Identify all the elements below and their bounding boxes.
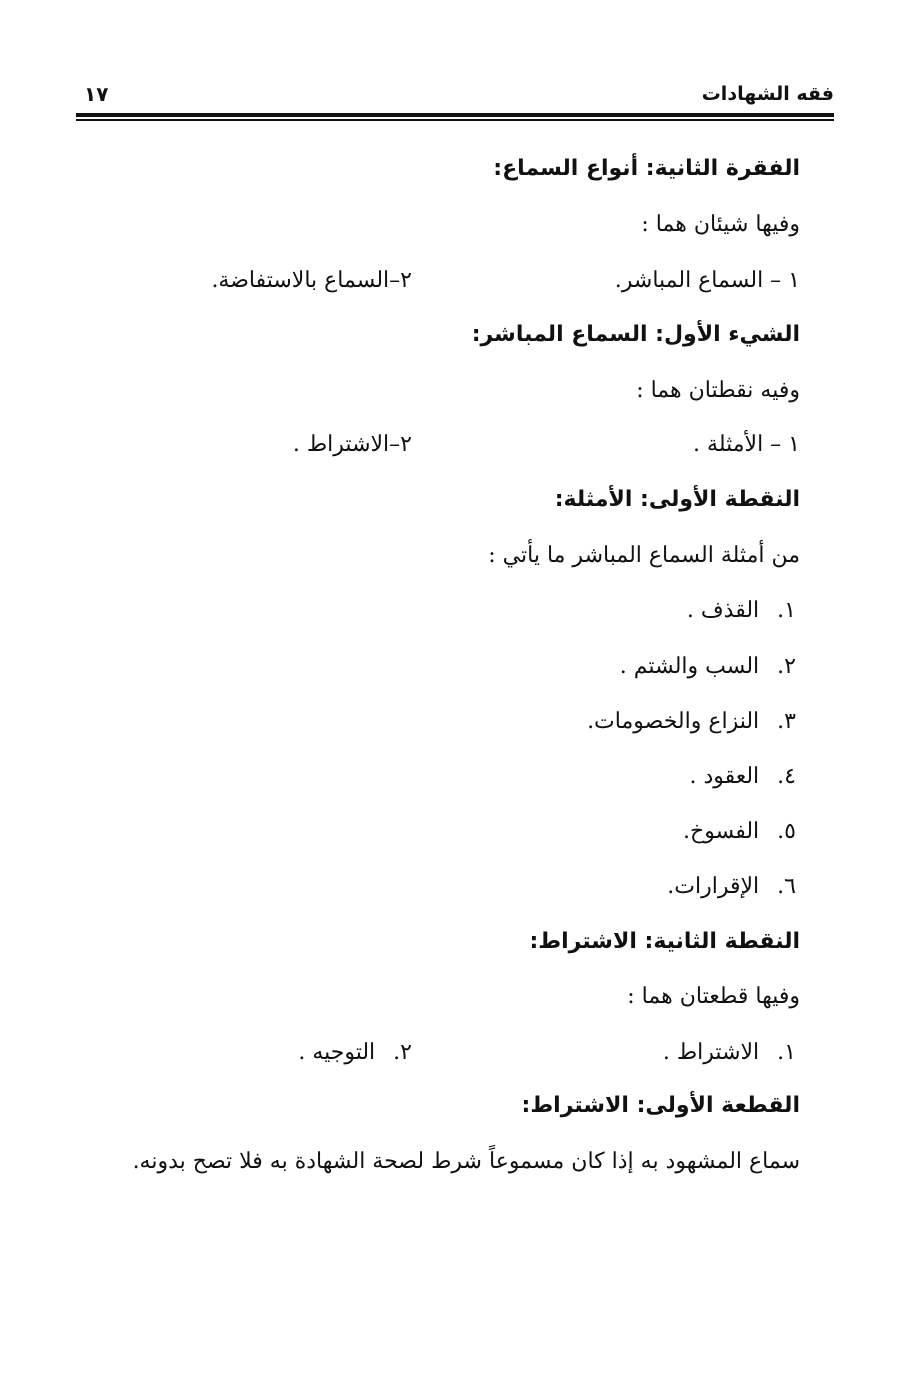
running-title: فقه الشهادات: [701, 83, 834, 105]
final-paragraph: سماع المشهود به إذا كان مسموعاً شرط لصحة الشهادة به فلا تصح بدونه.: [132, 1149, 800, 1174]
type-item-istifada: ٢–السماع بالاستفاضة.: [211, 268, 412, 293]
example-item: [683, 815, 796, 849]
example-item: [667, 870, 796, 904]
heading-types-of-hearing: الفقرة الثانية: أنواع السماع:: [493, 156, 800, 181]
example-text: القذف .: [686, 598, 760, 623]
piece-text: الاشتراط .: [662, 1040, 760, 1065]
example-number: ١.: [777, 598, 796, 623]
piece-text: التوجيه .: [298, 1040, 376, 1065]
heading-examples: النقطة الأولى: الأمثلة:: [554, 487, 800, 512]
example-item: [620, 650, 796, 684]
page-header: [78, 80, 834, 110]
intro-two-things: وفيها شيئان هما :: [641, 212, 800, 237]
heading-direct-hearing: الشيء الأول: السماع المباشر:: [471, 322, 800, 347]
example-text: العقود .: [689, 764, 760, 789]
example-number: ٣.: [777, 709, 796, 734]
piece-item-direction: [298, 1036, 412, 1070]
piece-number: ١.: [777, 1040, 796, 1065]
piece-item-condition: [663, 1036, 796, 1070]
example-text: الفسوخ.: [683, 819, 760, 844]
type-item-direct: ١ – السماع المباشر.: [614, 268, 800, 293]
point-item-examples: ١ – الأمثلة .: [693, 432, 800, 457]
example-text: النزاع والخصومات.: [587, 709, 760, 734]
intro-two-pieces: وفيها قطعتان هما :: [627, 984, 800, 1009]
header-rule-thin: [76, 119, 834, 121]
page-number: ١٧: [84, 82, 109, 106]
heading-condition: النقطة الثانية: الاشتراط:: [529, 929, 800, 954]
example-item: [587, 705, 796, 739]
example-text: السب والشتم .: [619, 654, 760, 679]
examples-intro: من أمثلة السماع المباشر ما يأتي :: [488, 543, 800, 568]
example-number: ٤.: [777, 764, 796, 789]
example-number: ٢.: [777, 654, 796, 679]
example-number: ٥.: [777, 819, 796, 844]
example-item: [687, 594, 796, 628]
heading-first-piece: القطعة الأولى: الاشتراط:: [521, 1093, 800, 1118]
point-item-condition: ٢–الاشتراط .: [292, 432, 412, 457]
example-text: الإقرارات.: [667, 874, 760, 899]
piece-number: ٢.: [393, 1040, 412, 1065]
example-number: ٦.: [777, 874, 796, 899]
intro-two-points: وفيه نقطتان هما :: [636, 378, 800, 403]
example-item: [689, 760, 796, 794]
header-rule-thick: [76, 113, 834, 117]
